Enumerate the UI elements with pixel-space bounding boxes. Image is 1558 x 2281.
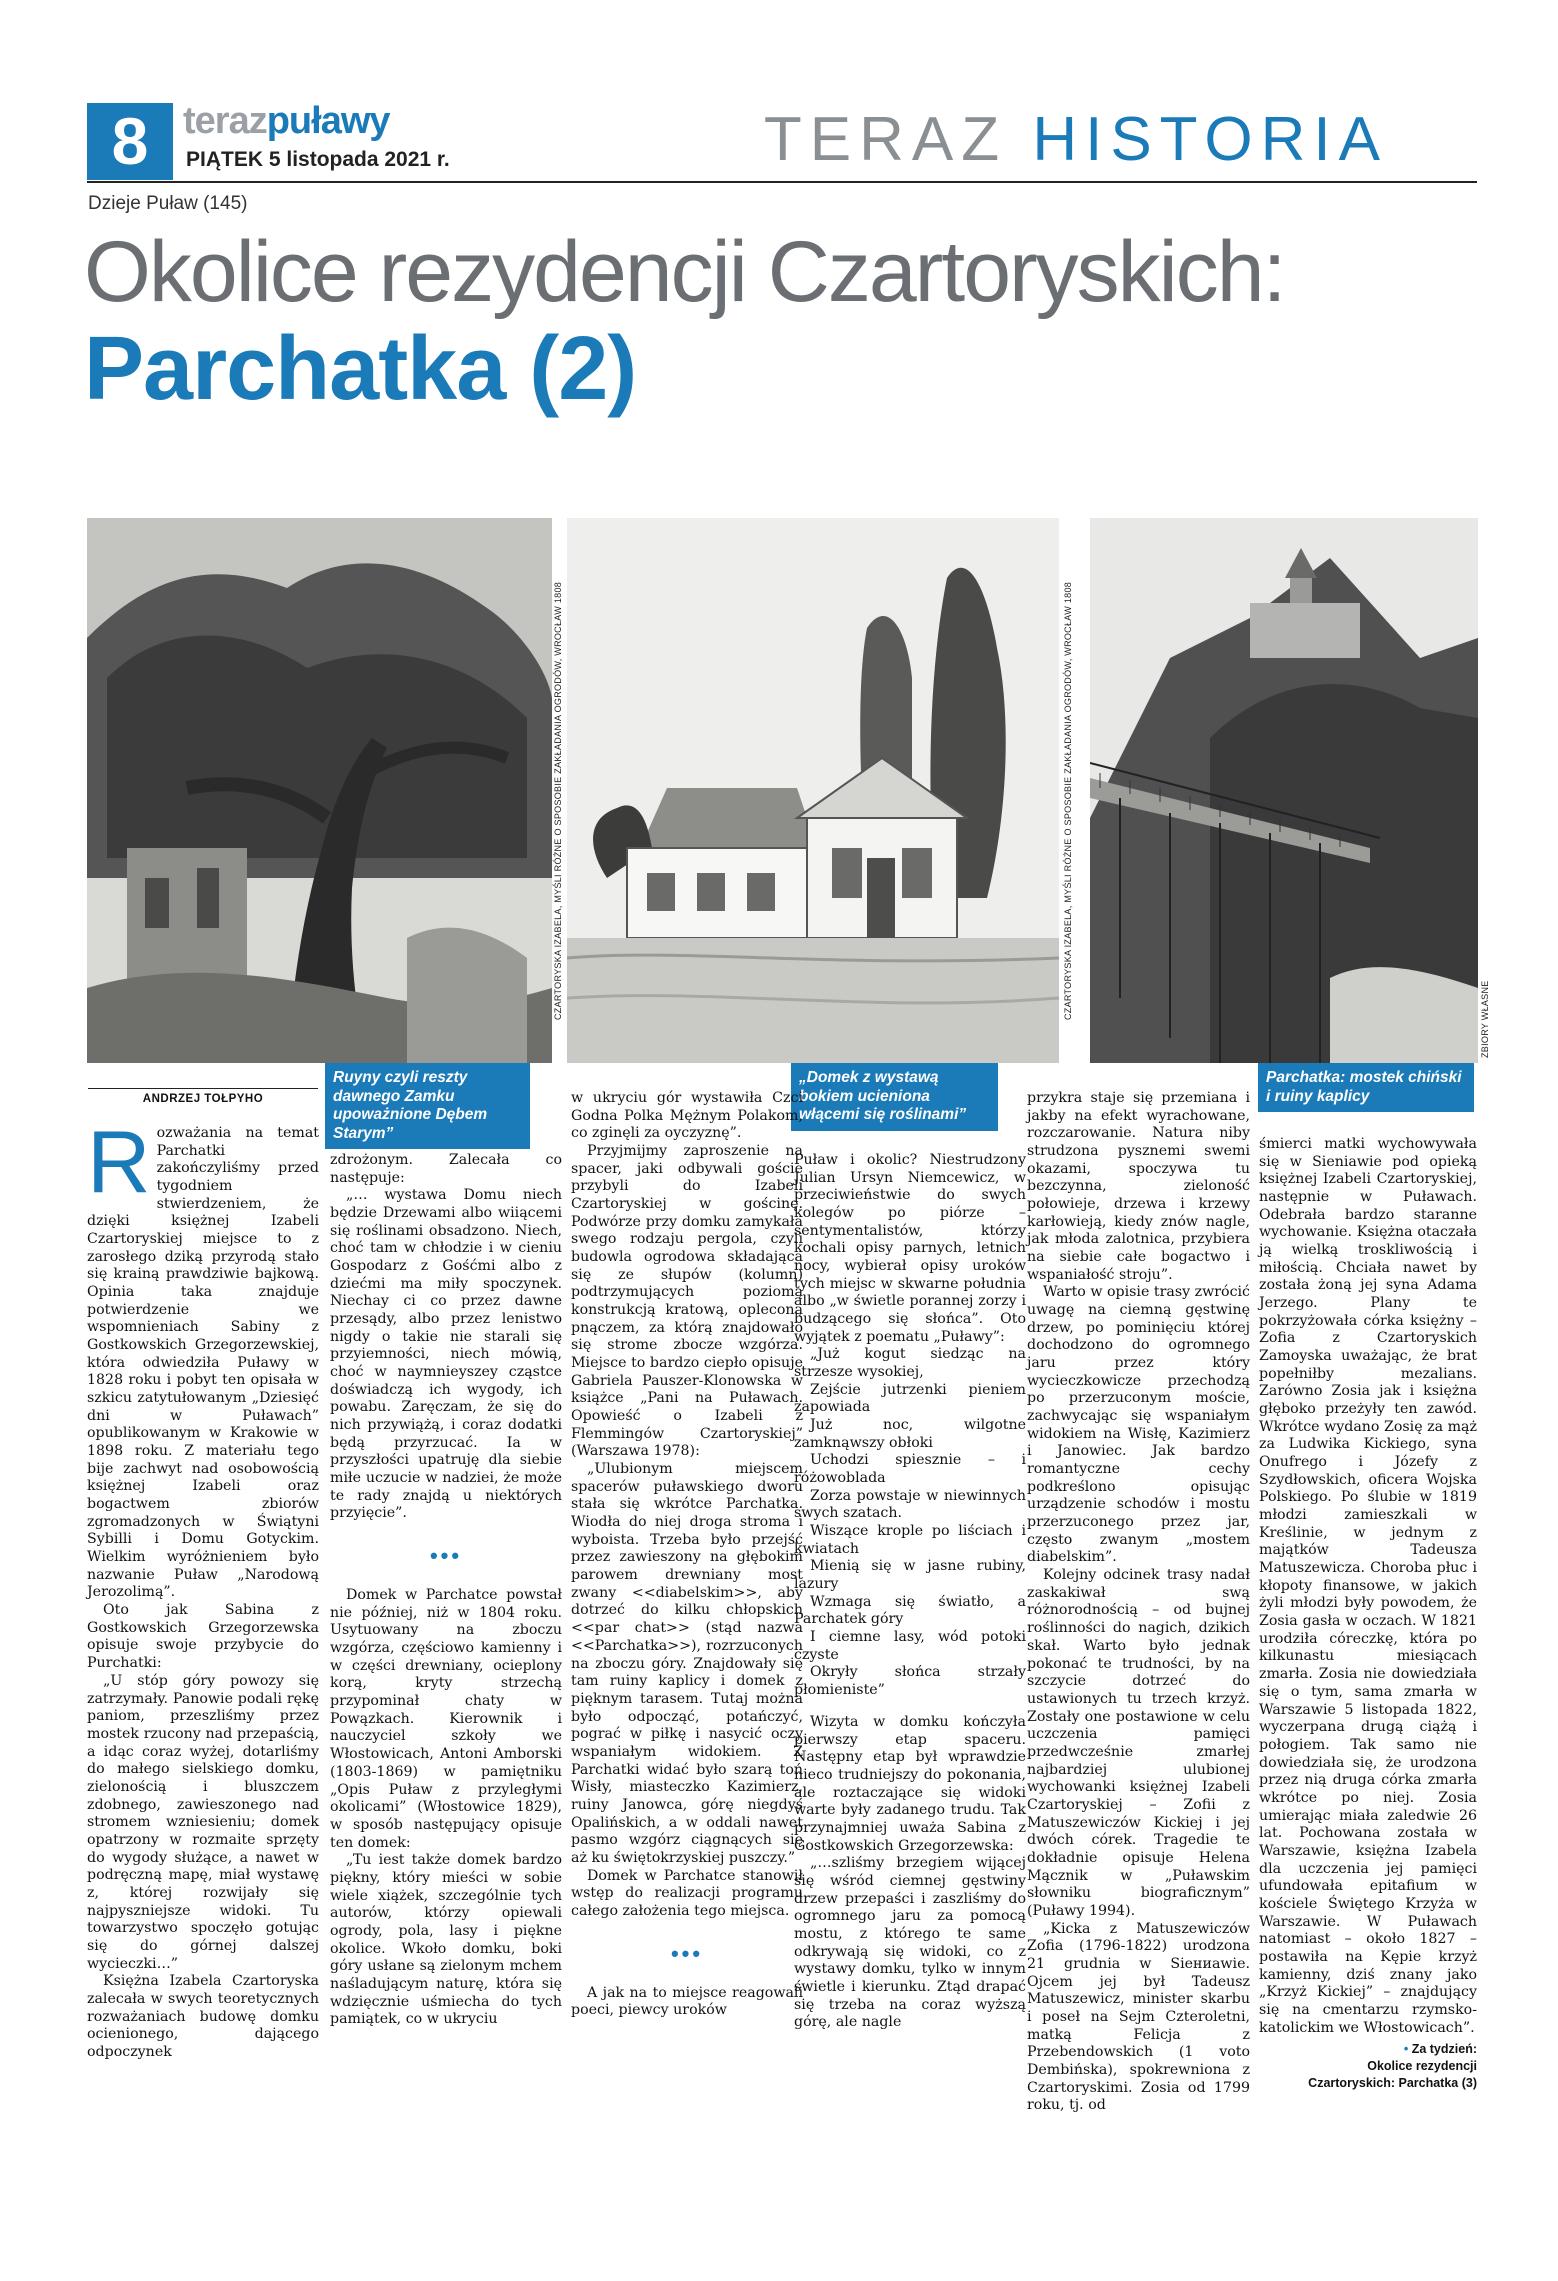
paragraph: Księżna Izabela Czartoryska zalecała w swych teoretycznych rozważaniach budowę domku ocienionego, dającego odpoczynek (87, 1973, 319, 2060)
next-week-teaser (1259, 2041, 1477, 2092)
drop-cap: R (87, 1112, 151, 1211)
image-credit-1: CZARTORYSKA IZABELA, MYŚLI RÓŻNE O SPOSOBIE ZAKŁADANIA OGRODÓW, WROCŁAW 1808 (553, 581, 563, 1020)
paragraph: Oto jak Sabina z Gostkowskich Grzegorzewska opisuje swoje przybycie do Purchatki: (87, 1602, 319, 1672)
text-column-2 (330, 1152, 562, 2029)
section-title-first: TERAZ (763, 105, 1008, 174)
image-caption-3: Parchatka: mostek chiński i ruiny kaplicy (1258, 1063, 1474, 1112)
paragraph: Wizyta w domku kończyła pierwszy etap spaceru. Następny etap był wprawdzie nieco trudniejszy do pokonania, ale roztaczające się widoki warte były zadanego trudu. Tak przynajmniej uważa Sabina z Gostkowskich Grzegorzewska: (794, 1713, 1026, 1854)
series-kicker: Dzieje Puław (145) (88, 193, 248, 214)
poem-line: Zejście jutrzenki pieniem zapowiada (794, 1381, 1026, 1416)
text-column-4 (794, 1152, 1026, 2032)
paragraph: śmierci matki wychowywała się w Sieniawie pod opieką księżnej Izabeli Czartoryskiej, następnie w Puławach. Odebrała bardzo staranne wychowanie. Księżna otaczała ją wielką troskliwością i miłością. Chciała nawet by została żoną jej syna Adama Jerzego. Plany te pokrzyżowała córka księżny – Zofia z Czartoryskich Zamoyska uważając, że brat popełniłby mezalians. Zarówno Zosia jak i księżna głęboko przeżyły ten zawód. Wkrótce wydano Zosię za mąż za Ludwika Kickiego, syna Onufrego i Józefy z Szydłowskich, oficera Wojska Polskiego. Po ślubie w 1819 młodzi zamieszkali w Kreślinie, w jednym z majątków Tadeusza Matuszewicza. Choroba płuc i kłopoty finansowe, w jakich żyli młodzi były powodem, że Zosia gasła w oczach. W 1821 urodziła córeczkę, która po kilkunastu miesiącach zmarła. Zosia nie dowiedziała się o tym, sama zmarła w Warszawie 5 listopada 1822, wyczerpana drugą ciążą i połogiem. Tak samo nie dowiedziała się, że urodzona przez nią druga córka zmarła wkrótce po niej. Zosia umierając miała zaledwie 26 lat. Pochowana została w Warszawie, księżna Izabela dla uczczenia jej pamięci ufundowała epitafium w kościele Świętego Krzyża w Warszawie. W Puławach natomiast – około 1827 – postawiła na Kępie krzyż kamienny, dziś znany jako „Krzyż Kickiej” – znajdujący się na cmentarzu rzymsko-katolickim we Włostowicach”. (1259, 1136, 1477, 2036)
section-title (764, 104, 1388, 175)
headline-subtitle: Parchatka (2) (84, 319, 637, 419)
paragraph: A jak na to miejsce reagowali poeci, piewcy uroków (571, 1984, 803, 2019)
paragraph-text: ozważania na temat Parchatki zakończyliśmy przed tygodniem stwierdzeniem, że dzięki księżnej Izabeli Czartoryskiej miejsce to z zarosłego dziką przyrodą stało się krainą prawdziwie bajkową. Opinia taka znajduje potwierdzenie we wspomnieniach Sabiny z Gostkowskich Grzegorzewskiej, która odwiedziła Puławy w 1828 roku i pobyt ten opisała w szkicu zatytułowanym „Dziesięć dni w Puławach” opublikowanym w Krakowie w 1898 roku. Z materiału tego bije zachwyt nad osobowością księżnej Izabeli oraz bogactwem zbiorów zgromadzonych w Świątyni Sybilli i Domu Gotyckim. Wielkim wyróżnieniem było nazwanie Puław „Narodową Jerozolimą”. (87, 1125, 319, 1601)
paragraph: Warto w opisie trasy zwrócić uwagę na ciemną gęstwinę drzew, po pominięciu której dochodzono do ogromnego jaru przez który wycieczkowicze przechodzą po przerzuconym moście, zachwycając się wspaniałym widokiem na Wisłę, Kazimierz i Janowiec. Jak bardzo romantyczne cechy podkreślono opisując urządzenie schodów i mostu przerzuconego przez jar, często zwanym „mostem diabelskim”. (1027, 1284, 1250, 1566)
next-week-label: • Za tydzień: (1403, 2042, 1477, 2057)
text-column-5 (1027, 1090, 1250, 2115)
poem-line: Wiszące krople po liściach i kwiatach (794, 1523, 1026, 1557)
paragraph: „Ulubionym miejscem spacerów puławskiego dworu stała się wkrótce Parchatka. Wiodła do niej droga stroma i wyboista. Trzeba było przejść przez zawieszony na głębokim parowem drewniany most zwany <<diabelskim>>, aby dotrzeć do kilku chłopskich <<par chat>> (stąd nazwa <<Parchatka>>), rozrzuconych na zboczu góry. Znajdowały się tam ruiny kaplicy i domek z pięknym tarasem. Tutaj można było odpocząć, potańczyć, pograć w piłkę i nasycić oczy wspaniałym widokiem. Z Parchatki widać było szarą toń Wisły, miasteczko Kazimierz, ruiny Janowca, górę niegdyś Opalińskich, a w oddali nawet pasmo wzgórz ciągnących się aż ku świętokrzyskiej puszczy.” (571, 1461, 803, 1866)
section-separator: ••• (429, 1543, 463, 1569)
poem-line: Mienią się w jasne rubiny, lazury (794, 1558, 1026, 1593)
poem-line: Zorza powstaje w niewinnych swych szatach. (794, 1487, 1026, 1522)
section-separator: ••• (670, 1940, 704, 1966)
image-caption-1: Ruyny czyli reszty dawnego Zamku upoważnione Dębem Starym” (325, 1063, 530, 1149)
newspaper-logo (183, 100, 390, 143)
header-rule (87, 181, 1477, 183)
paragraph: Kolejny odcinek trasy nadał zaskakiwał swą różnorodnością – od bujnej roślinności do nagich, dzikich skał. Warto było jednak pokonać te trudności, by na szczycie dotrzeć do ustawionych tu trzech krzyż. Zostały one postawione w celu uczczenia pamięci przedwcześnie zmarłej najbardziej ulubionej wychowanki księżnej Izabeli Czartoryskiej – Zofii z Matuszewiczów Kickiej i jej dwóch córek. Tragedie te dokładnie opisuje Helena Mącznik w „Puławskim słowniku biograficznym” (Puławy 1994). (1027, 1567, 1250, 1919)
paragraph: Domek w Parchatce powstał nie później, niż w 1804 roku. Usytuowany na zboczu wzgórza, częściowo kamienny i w części drewniany, ocieplony korą, kryty strzechą przypominał chaty w Powązkach. Kierownik i nauczyciel szkoły we Włostowicach, Antoni Amborski (1803-1869) w pamiętniku „Opis Puław z przyległymi okolicami” (Włostowice 1829), w sposób następujący opisuje ten domek: (330, 1587, 562, 1851)
paragraph: „…szliśmy brzegiem wijącej się wśród ciemnej gęstwiny drzew przepaści i zaszliśmy do ogromnego jaru za pomocą mostu, z którego te same odkrywają się widoki, co z wystawy domku, tylko w innym świetle i kierunku. Ztąd drapać się trzeba na coraz wyższą górę, ale nagle (794, 1855, 1026, 2031)
poem-line: Uchodzi spiesznie – i różowoblada (794, 1452, 1026, 1487)
logo-pulawy: puławy (266, 100, 390, 142)
next-week-title-2: Czartoryskich: Parchatka (3) (1308, 2076, 1477, 2091)
poem-line: „Już kogut siedząc na strzesze wysokiej, (794, 1346, 1026, 1381)
poem-line: Wzmaga się światło, a Parchatek góry (794, 1593, 1026, 1628)
paragraph: „Kicka z Matuszewiczów Zofia (1796-1822) urodzona 21 grudnia w Siениawie. Ojcem jej był Tadeusz Matuszewicz, minister skarbu i poseł na Sejm Czteroletni, matką Felicja z Przebendowskich (1 voto Dembińska), spokrewniona z Czartoryskimi. Zosia od 1799 roku, tj. od (1027, 1920, 1250, 2114)
text-column-3 (571, 1090, 803, 2020)
image-caption-2: „Domek z wystawą bokiem ucieniona włącemi się roślinami” (791, 1063, 998, 1131)
engraving-ruins-oak (87, 518, 552, 1063)
text-column-6 (1259, 1136, 1477, 2092)
poem-line: Już noc, wilgotne zamknąwszy obłoki (794, 1417, 1026, 1451)
headline: Okolice rezydencji Czartoryskich: (84, 224, 1285, 320)
poem-line: Okryły słońca strzały płomieniste” (794, 1664, 1026, 1699)
paragraph: Przyjmijmy zaproszenie na spacer, jaki odbywali goście przybyli do Izabeli Czartoryskiej w gościnę. Podwórze przy domku zamykała swego rodzaju pergola, czyli budowla ogrodowa składająca się ze słupów (kolumn) podtrzymujących poziomą konstrukcją kratową, opleconą pnączem, za którą znajdowało się strome zbocze wzgórza. Miejsce to bardzo ciepło opisuje Gabriela Pauszer-Klonowska w książce „Pani na Puławach. Opowieść o Izabeli z Flemmingów Czartoryskiej” (Warszawa 1978): (571, 1143, 803, 1460)
paragraph: w ukryciu gór wystawiła Czci Godna Polka Mężnym Polakom, co zginęli za oyczyznę”. (571, 1090, 803, 1142)
text-column-1 (87, 1112, 319, 2062)
poem-line: I ciemne lasy, wód potoki czyste (794, 1629, 1026, 1663)
section-title-second: HISTORIA (1032, 105, 1388, 174)
engraving-cottage (567, 518, 1059, 1063)
paragraph (87, 1112, 319, 1602)
paragraph: Puław i okolic? Niestrudzony Julian Ursyn Niemcewicz, w przeciwieństwie do swych kolegów po piórze – sentymentalistów, którzy kochali opisy parnych, letnich nocy, wybierał opisy uroków tych miejsc w skwarne południa albo „w świetle porannej zorzy i budzącego się słońca”. Oto wyjątek z poematu „Puławy”: (794, 1152, 1026, 1345)
next-week-title-1: Okolice rezydencji (1367, 2059, 1477, 2074)
paragraph: zdrożonym. Zalecała co następuje: (330, 1152, 562, 1186)
page-number: 8 (87, 103, 173, 180)
issue-date: PIĄTEK 5 listopada 2021 r. (186, 148, 450, 171)
paragraph: „Tu iest także domek bardzo piękny, który mieści w sobie wiele xiążek, szczególnie tych autorów, którzy opiewali ogrody, pola, lasy i piękne okolice. Wkoło domku, boki góry usłane są zielonym mchem naśladującym naturę, która się wdzięcznie uśmiecha do tych pamiątek, co w ukryciu (330, 1852, 562, 2028)
paragraph: „… wystawa Domu niech będzie Drzewami albo wiiącemi się roślinami obsadzono. Niech, choć tam w chłodzie i w cieniu Gospodarz z Gośćmi albo z dziećmi ma miły spoczynek. Niechay ci co przez dawne przesądy, albo przez lenistwo nigdy o takie nie starali się przyiemności, niech mówią, choć w naymnieyszey cząstce doświadczą ich wygody, ich powabu. Zaręczam, że się do nich przywiążą, i coraz dodatki będą przyrzucać. Ia w przyszłości upatruję dla siebie miłe uczucie w nadziei, że może te rady znajdą u niektórych przyięcie”. (330, 1187, 562, 1522)
image-credit-2: CZARTORYSKA IZABELA, MYŚLI RÓŻNE O SPOSOBIE ZAKŁADANIA OGRODÓW, WROCŁAW 1808 (1063, 581, 1073, 1020)
paragraph: „U stóp góry powozy się zatrzymały. Panowie podali rękę paniom, przeszliśmy przez mostek rzucony nad przepaścią, a idąc coraz wyżej, dotarliśmy do małego sielskiego domku, zielonością i bluszczem zdobnego, zawieszonego nad stromem wzniesieniu; domek opatrzony w rozmaite sprzęty do wygody służące, a nawet w podręczną mapę, miał wystawę z, której rozwijały się najpyszniejsze widoki. Tu towarzystwo spoczęło gotując się do górnej dalszej wycieczki…” (87, 1672, 319, 1972)
byline: ANDRZEJ TOŁPYHO (88, 1088, 318, 1105)
image-credit-3: ZBIORY WŁASNE (1480, 980, 1490, 1058)
engraving-bridge-chapel (1090, 518, 1478, 1063)
logo-teraz: teraz (183, 100, 267, 142)
paragraph: przykra staje się przemiana i jakby na efekt wyrachowane, rozczarowanie. Natura niby strudzona pysznemi swemi okazami, spoczywa tu bezczynna, zieloność połowieje, drzewa i krzewy karłowieją, kiedy znów nagle, jak młoda zalotnica, przybiera na siebie całe bogactwo i wspaniałość stroju”. (1027, 1090, 1250, 1283)
paragraph: Domek w Parchatce stanowił wstęp do realizacji programu całego założenia tego miejsca. (571, 1867, 803, 1919)
